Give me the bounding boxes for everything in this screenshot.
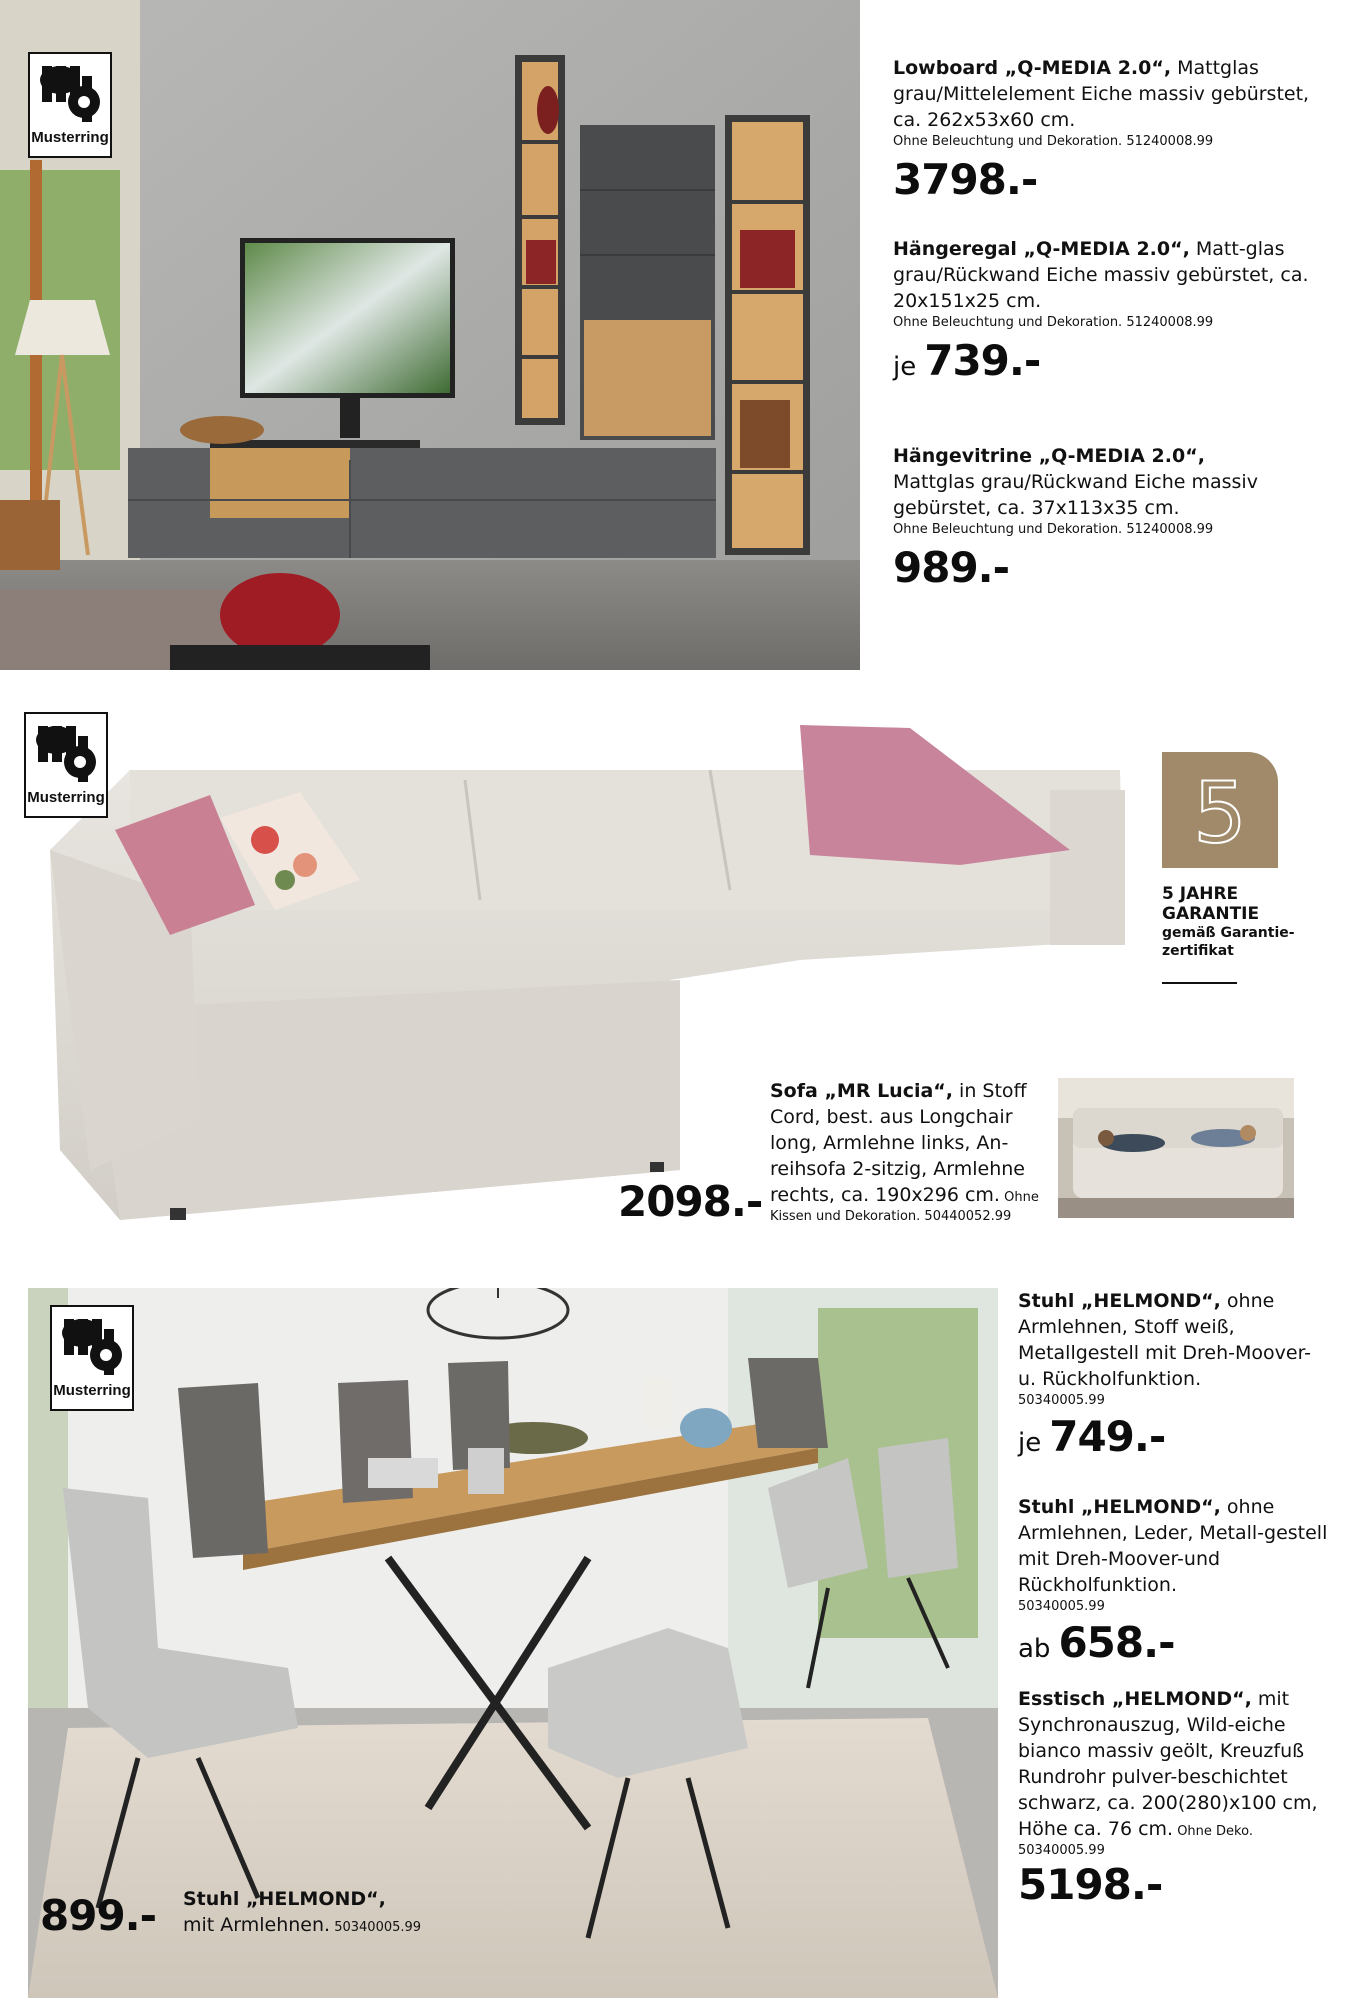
esstisch-desc: mit Synchronauszug, Wild-eiche bianco massiv geölt, Kreuzfuß Rundrohr pulver-beschichtet schwarz, ca. 200(280)x100 cm, Höhe ca. 76 cm. xyxy=(1018,1688,1318,1840)
guarantee-line3: gemäß Garantie- xyxy=(1162,925,1295,941)
guarantee-number: 5 xyxy=(1193,764,1247,862)
stuhl3-name: Stuhl „HELMOND“, xyxy=(183,1888,386,1910)
haengeregal-name: Hängeregal „Q-MEDIA 2.0“, xyxy=(893,238,1190,260)
stuhl1-fine: 50340005.99 xyxy=(1018,1393,1105,1408)
stuhl1-desc: ohne Armlehnen, Stoff weiß, Metallgestell mit Dreh-Moover- u. Rückholfunktion. xyxy=(1018,1290,1312,1390)
haengevitrine-name: Hängevitrine „Q-MEDIA 2.0“, xyxy=(893,445,1205,467)
esstisch-name: Esstisch „HELMOND“, xyxy=(1018,1688,1252,1710)
haengeregal-offer xyxy=(893,236,1323,391)
sofa-name: Sofa „MR Lucia“, xyxy=(770,1080,954,1102)
guarantee-text xyxy=(1162,884,1342,960)
stuhl3-offer xyxy=(183,1886,473,1938)
lowboard-name: Lowboard „Q-MEDIA 2.0“, xyxy=(893,57,1172,79)
haengeregal-prefix: je xyxy=(893,352,917,382)
sofa-fine: Kissen und Dekoration. 50440052.99 xyxy=(770,1209,1012,1224)
haengevitrine-fine: Ohne Beleuchtung und Dekoration. 51240008.99 xyxy=(893,522,1214,537)
musterring-logo-mark-icon xyxy=(34,722,98,790)
esstisch-fine-inline: Ohne Deko. xyxy=(1173,1824,1253,1839)
wall-unit-photo xyxy=(0,0,860,670)
guarantee-badge xyxy=(1162,752,1278,868)
haengeregal-desc: Matt-glas grau/Rückwand Eiche massiv gebürstet, ca. 20x151x25 cm. xyxy=(893,238,1309,312)
musterring-logo xyxy=(28,52,112,158)
logo-text: Musterring xyxy=(53,1382,131,1399)
guarantee-line4: zertifikat xyxy=(1162,943,1234,959)
haengevitrine-desc: Mattglas grau/Rückwand Eiche massiv gebürstet, ca. 37x113x35 cm. xyxy=(893,471,1258,519)
sofa-desc: in Stoff Cord, best. aus Longchair long, Armlehne links, An-reihsofa 2-sitzig, Armlehne rechts, ca. 190x296 cm. xyxy=(770,1080,1027,1206)
stuhl2-fine: 50340005.99 xyxy=(1018,1599,1105,1614)
esstisch-offer xyxy=(1018,1686,1328,1909)
haengeregal-fine: Ohne Beleuchtung und Dekoration. 51240008.99 xyxy=(893,315,1214,330)
stuhl2-name: Stuhl „HELMOND“, xyxy=(1018,1496,1221,1518)
esstisch-fine: 50340005.99 xyxy=(1018,1843,1105,1858)
haengeregal-price: 739.- xyxy=(924,336,1041,385)
dining-photo xyxy=(28,1288,998,1998)
stuhl1-name: Stuhl „HELMOND“, xyxy=(1018,1290,1221,1312)
musterring-logo-dining xyxy=(50,1305,134,1411)
musterring-logo-sofa xyxy=(24,712,108,818)
guarantee-underline xyxy=(1162,982,1237,984)
lowboard-price: 3798.- xyxy=(893,155,1038,204)
sofa-price: 2098.- xyxy=(618,1177,763,1226)
stuhl1-prefix: je xyxy=(1018,1428,1042,1458)
guarantee-line2: GARANTIE xyxy=(1162,904,1260,924)
stuhl3-price: 899.- xyxy=(40,1891,157,1940)
stuhl2-offer xyxy=(1018,1494,1328,1673)
stuhl2-prefix: ab xyxy=(1018,1634,1051,1664)
musterring-logo-mark-icon xyxy=(38,62,102,130)
stuhl2-price: 658.- xyxy=(1058,1618,1175,1667)
sofa-lifestyle-photo xyxy=(1058,1078,1294,1218)
logo-text: Musterring xyxy=(27,789,105,806)
logo-text: Musterring xyxy=(31,129,109,146)
lowboard-offer xyxy=(893,55,1323,204)
dining-illustration xyxy=(28,1288,998,1998)
stuhl2-desc: ohne Armlehnen, Leder, Metall-gestell mit Dreh-Moover-und Rückholfunktion. xyxy=(1018,1496,1328,1596)
lowboard-desc: Mattglas grau/Mittelelement Eiche massiv gebürstet, ca. 262x53x60 cm. xyxy=(893,57,1310,131)
stuhl1-offer xyxy=(1018,1288,1328,1467)
sofa-offer xyxy=(770,1078,1055,1225)
wall-unit-illustration xyxy=(0,0,860,670)
haengevitrine-price: 989.- xyxy=(893,543,1010,592)
haengevitrine-offer xyxy=(893,443,1323,592)
lowboard-fine: Ohne Beleuchtung und Dekoration. 51240008.99 xyxy=(893,134,1214,149)
guarantee-line1: 5 JAHRE xyxy=(1162,884,1239,904)
musterring-logo-mark-icon xyxy=(60,1315,124,1383)
sofa-fine-inline: Ohne xyxy=(999,1190,1039,1205)
stuhl3-fine-inline: 50340005.99 xyxy=(330,1920,422,1935)
stuhl1-price: 749.- xyxy=(1049,1412,1166,1461)
esstisch-price: 5198.- xyxy=(1018,1860,1163,1909)
stuhl3-desc: mit Armlehnen. xyxy=(183,1914,331,1936)
